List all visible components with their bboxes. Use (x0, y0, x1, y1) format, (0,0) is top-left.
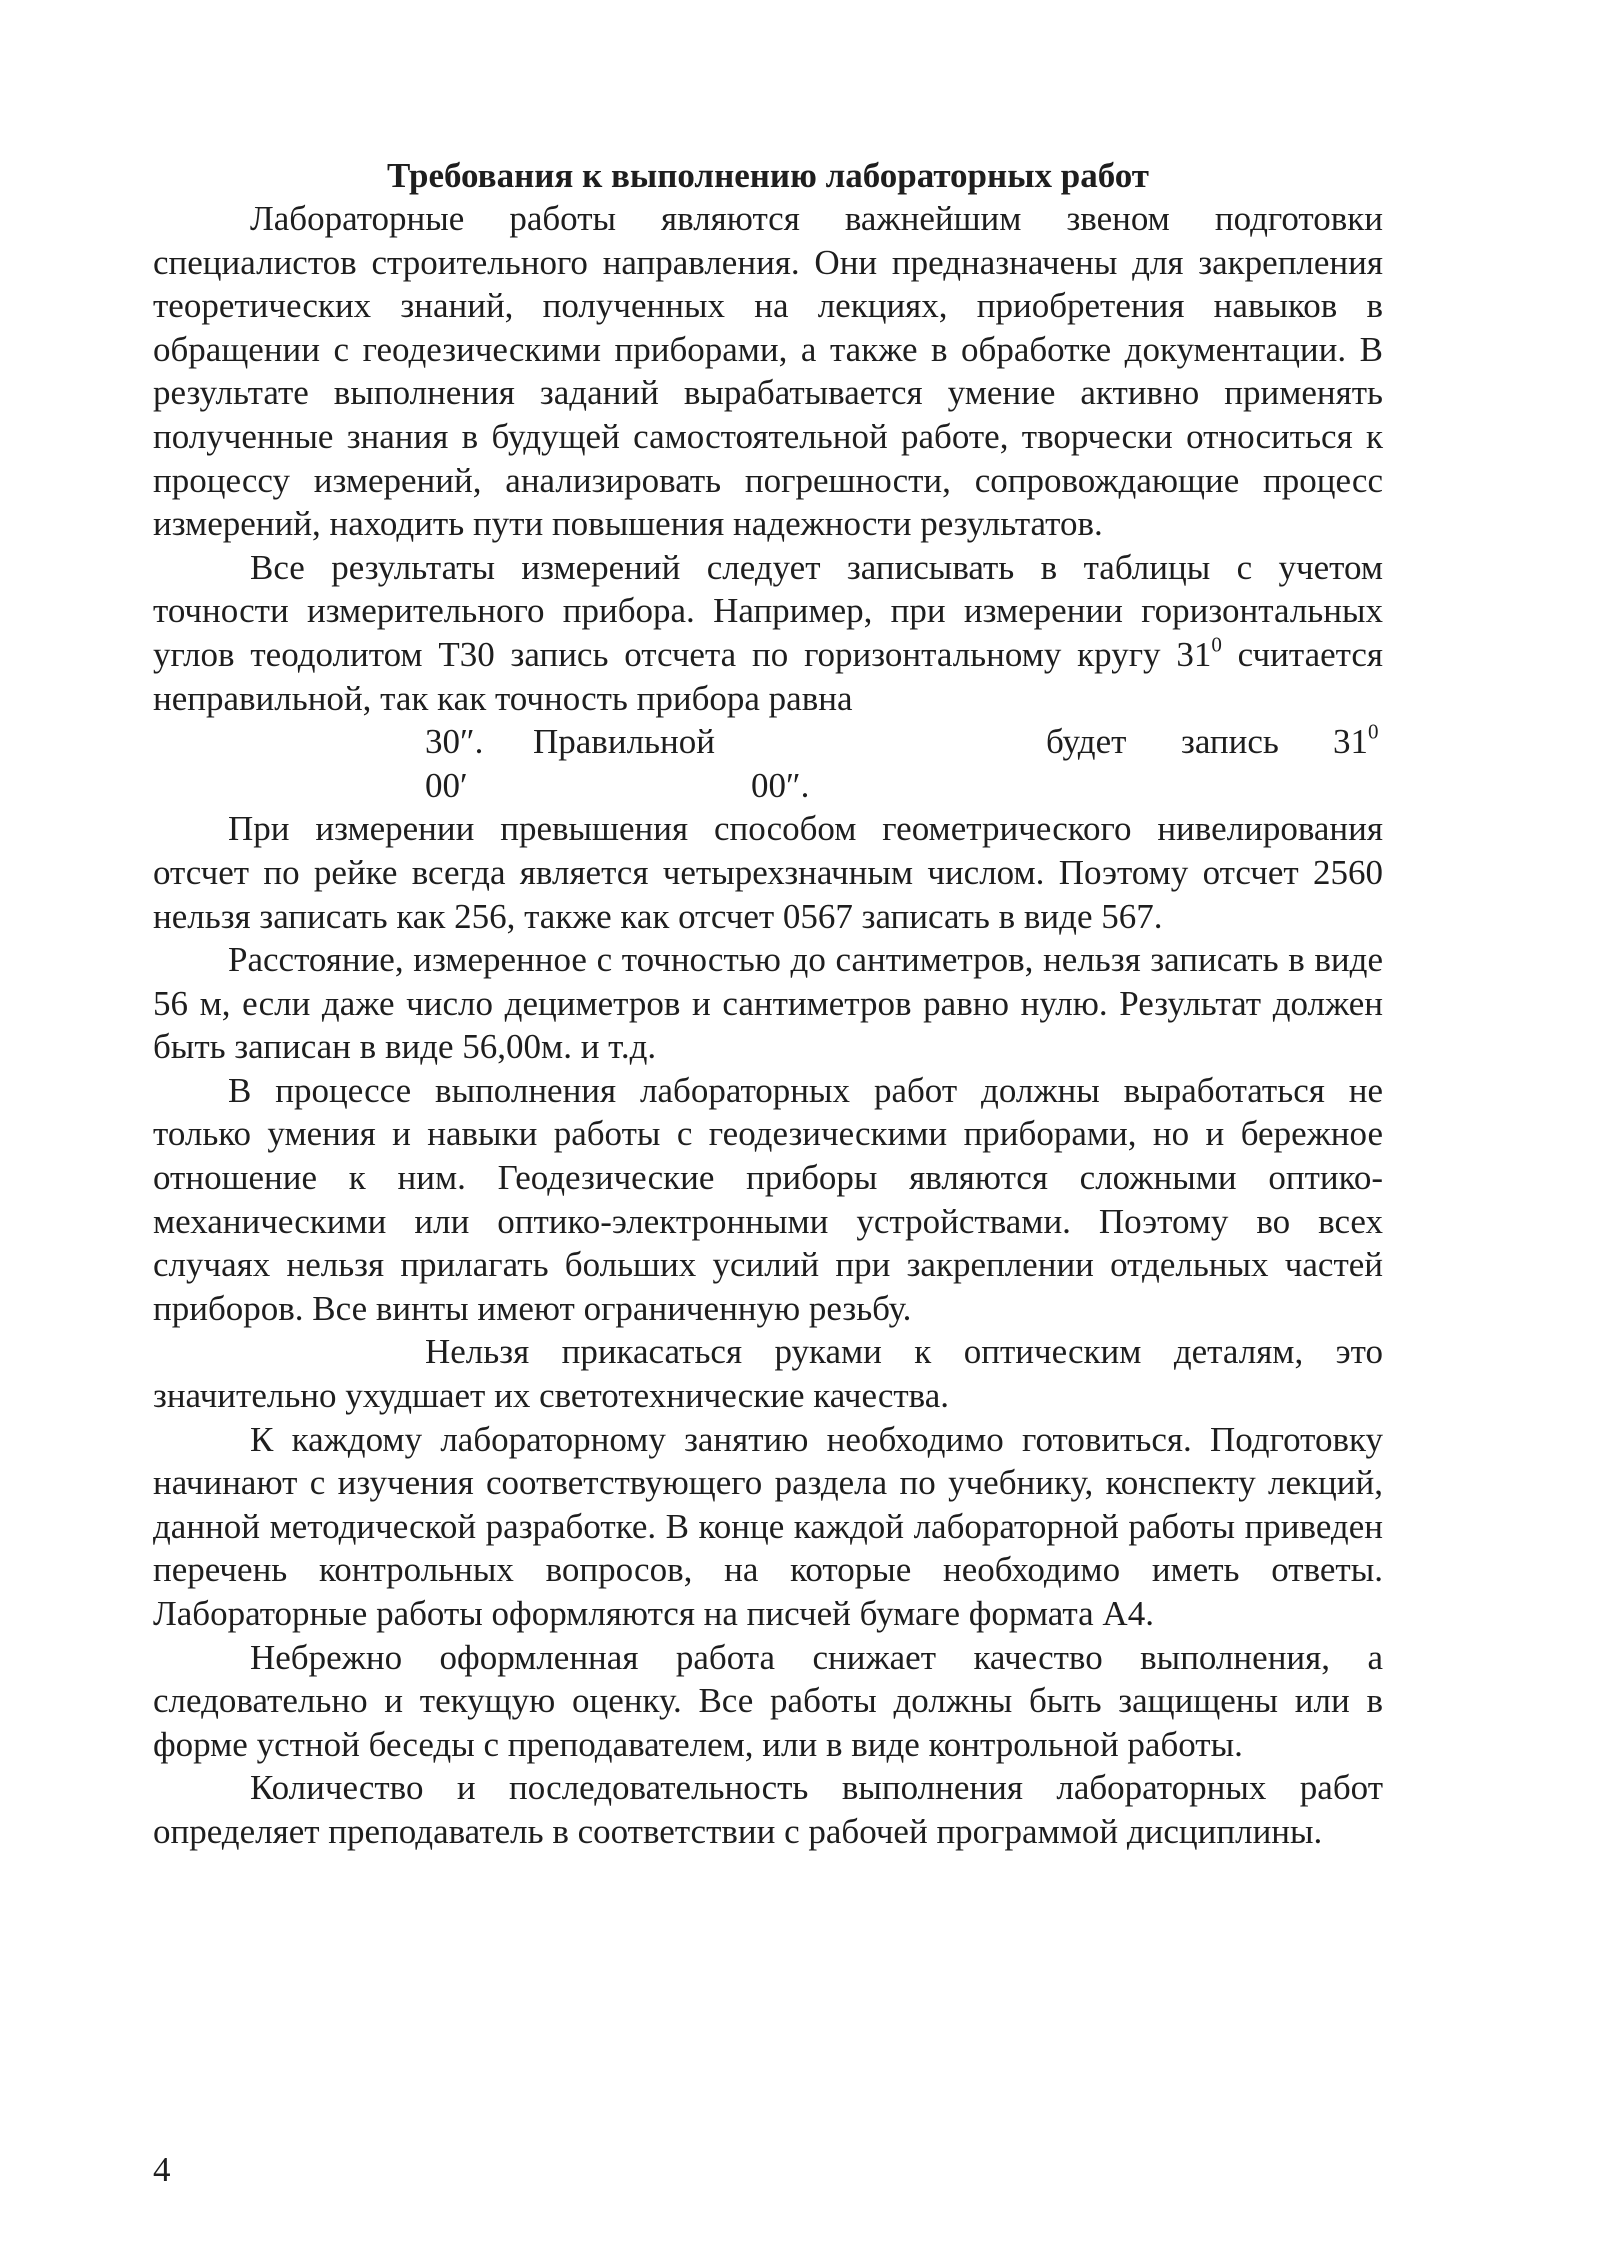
reading-30-seconds: 30″. (425, 722, 484, 762)
paragraph-8: Количество и последовательность выполнения лабораторных работ определяет преподаватель в соответствии с рабочей программой дисциплины. (153, 1768, 1383, 1851)
paragraph-2-continuation: считается неправильной, так как точность прибора равна (153, 634, 1384, 718)
paragraph-5: В процессе выполнения лабораторных работ должны выработаться не только умения и навыки работы с геодезическими приборами, но и бережное отношение к ним. Геодезические приборы являются сложными оптико-механическими или оптико-электронными устройствами. Поэтому во всех случаях нельзя прилагать больших усилий при закреплении отдельных частей приборов. Все винты имеют ограниченную резьбу. (153, 1070, 1383, 1328)
paragraph-2-line-b (153, 764, 1383, 808)
reading-31-degrees-value: 31 (1333, 722, 1368, 762)
paragraph-1: Лабораторные работы являются важнейшим звеном подготовки специалистов строительного направления. Они предназначены для закрепления теоретических знаний, полученных на лекциях, приобретения навыков в обращении с геодезическими приборами, а также в обработке документации. В результате выполнения заданий вырабатывается умение активно применять полученные знания в будущей самостоятельной работе, творчески относиться к процессу измерений, анализировать погрешности, сопровождающие процесс измерений, находить пути повышения надежности результатов. (153, 199, 1383, 544)
page-title: Требования к выполнению лабораторных работ (386, 156, 1150, 195)
paragraph-7: Небрежно оформленная работа снижает качество выполнения, а следовательно и текущую оценку. Все работы должны быть защищены или в форме устной беседы с преподавателем, или в виде контрольной работы. (153, 1637, 1383, 1764)
word-record: запись (1181, 722, 1279, 762)
paragraph-2-line-a (153, 720, 1383, 764)
word-correct: Правильной (533, 722, 715, 762)
paragraph-6: К каждому лабораторному занятию необходимо готовиться. Подготовку начинают с изучения соответствующего раздела по учебнику, конспекту лекций, данной методической разработке. В конце каждой лабораторной работы приведен перечень контрольных вопросов, на которые необходимо иметь ответы. Лабораторные работы оформляются на писчей бумаге формата А4. (153, 1419, 1383, 1633)
paragraph-3: При измерении превышения способом геометрического нивелирования отсчет по рейке всегда является четырехзначным числом. Поэтому отсчет 2560 нельзя записать как 256, также как отсчет 0567 записать в виде 567. (153, 809, 1383, 936)
paragraph-5-continued: Нельзя прикасаться руками к оптическим деталям, это значительно ухудшает их светотехнические качества. (153, 1332, 1383, 1416)
paragraph-2-text: Все результаты измерений следует записывать в таблицы с учетом точности измерительного прибора. Например, при измерении горизонтальных углов теодолитом Т30 запись отсчета по горизонтальному кругу 31 (153, 547, 1383, 674)
paragraph-4: Расстояние, измеренное с точностью до сантиметров, нельзя записать в виде 56 м, если даже число дециметров и сантиметров равно нулю. Результат должен быть записан в виде 56,00м. и т.д. (153, 940, 1383, 1067)
reading-00-seconds: 00″. (751, 765, 810, 805)
reading-00-minutes: 00′ (425, 765, 468, 805)
page-number: 4 (153, 2150, 171, 2189)
reading-31-degrees (1333, 720, 1379, 764)
degree-superscript: 0 (1211, 632, 1222, 657)
degree-superscript-2: 0 (1368, 719, 1379, 744)
paragraph-2 (153, 546, 1383, 720)
word-will-be: будет (1046, 722, 1127, 762)
document-body (153, 197, 1383, 1854)
